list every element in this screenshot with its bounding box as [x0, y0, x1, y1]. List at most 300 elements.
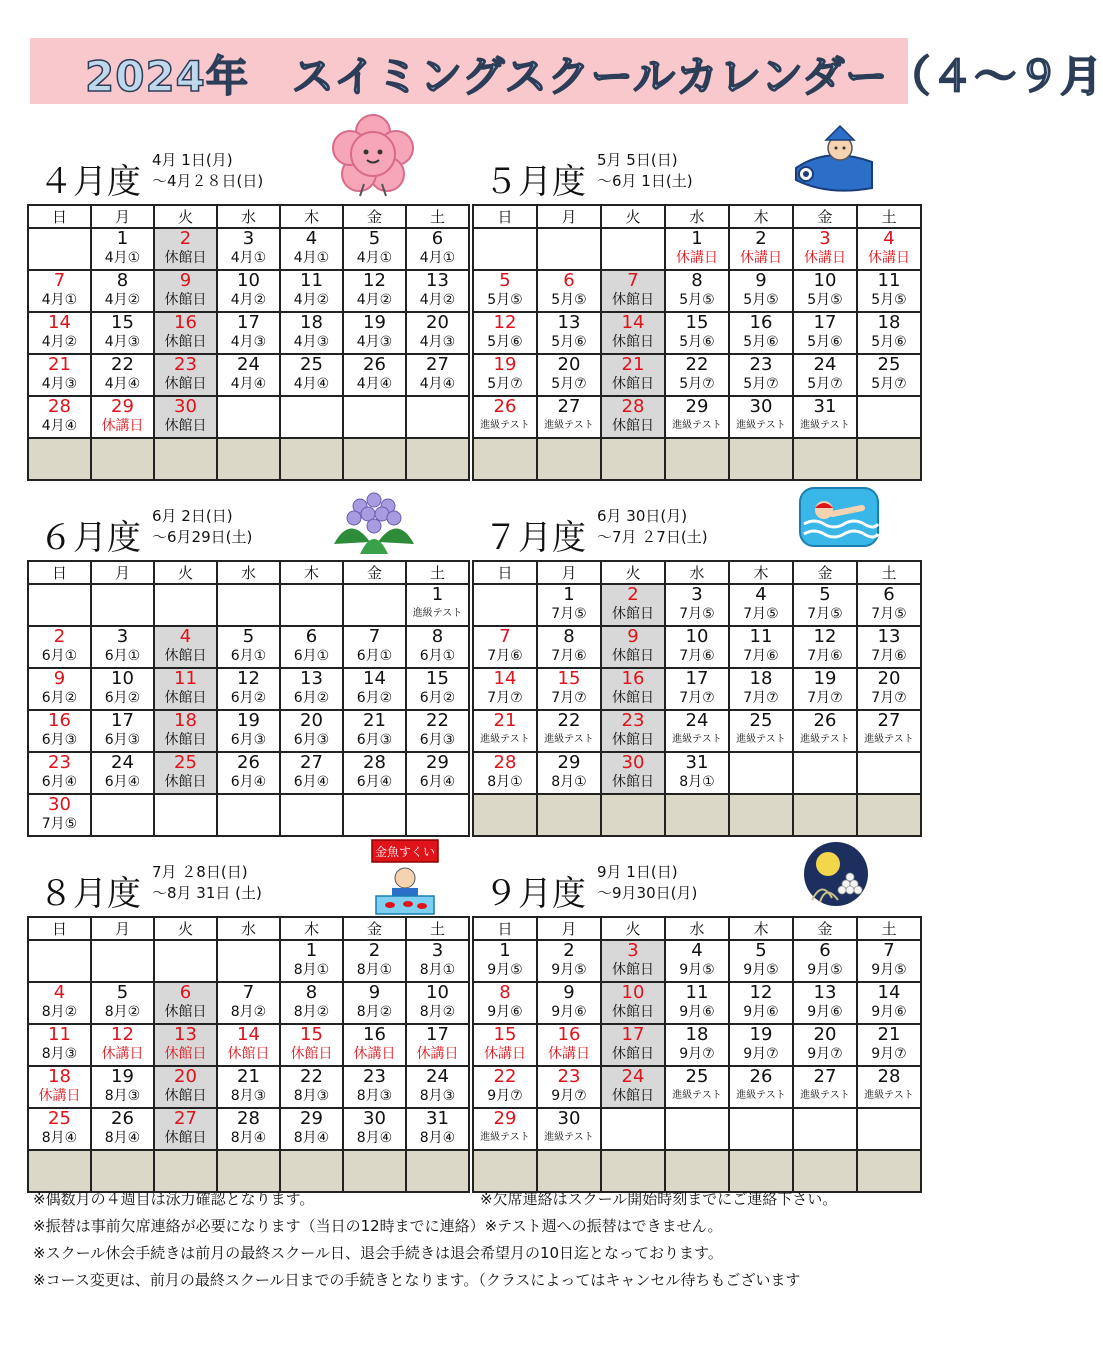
day-number: 14: [877, 982, 901, 1003]
day-number: 23: [363, 1066, 386, 1087]
day-cell: [217, 584, 280, 626]
day-cell: [729, 312, 793, 354]
day-cell: [343, 982, 406, 1024]
day-cell: [343, 396, 406, 438]
day-cell: [601, 940, 665, 982]
day-number: 30: [621, 752, 645, 773]
day-number: 15: [111, 312, 134, 333]
day-cell: [793, 752, 857, 794]
day-cell: [665, 940, 729, 982]
day-number: 22: [557, 710, 581, 731]
day-cell: [280, 794, 343, 836]
day-cell: [729, 940, 793, 982]
day-number: 12: [237, 668, 260, 689]
day-number: 25: [685, 1066, 709, 1087]
note-swim-check: ※偶数月の４週目は泳力確認となります。: [33, 1190, 315, 1208]
week-row: [28, 752, 469, 794]
range-start: 7月 ２8日(日): [152, 863, 248, 881]
day-cell: [729, 752, 793, 794]
day-label: 4月①: [41, 292, 78, 308]
day-label: 休館日: [612, 1088, 654, 1104]
day-label: 4月④: [419, 376, 456, 392]
day-label: 休館日: [164, 418, 207, 434]
day-cell: [473, 940, 537, 982]
day-label: 8月④: [104, 1130, 141, 1146]
day-label: 進級テスト: [672, 734, 722, 745]
day-cell: [280, 354, 343, 396]
day-cell: [154, 270, 217, 312]
day-cell: [154, 626, 217, 668]
day-number: 8: [563, 626, 575, 647]
day-number: 31: [813, 396, 837, 417]
day-number: 3: [242, 228, 255, 249]
day-number: 16: [48, 710, 71, 731]
day-label: 進級テスト: [736, 420, 786, 431]
day-cell: [793, 940, 857, 982]
day-number: 24: [237, 354, 260, 375]
day-number: 26: [237, 752, 260, 773]
day-cell: [601, 312, 665, 354]
day-label: 7月⑦: [743, 690, 779, 706]
day-number: 19: [749, 1024, 773, 1045]
day-cell: [473, 1066, 537, 1108]
day-cell: [91, 312, 154, 354]
day-label: 8月④: [41, 1130, 78, 1146]
empty-cell: [343, 438, 406, 480]
day-number: 4: [755, 584, 767, 605]
swimmer-icon: [798, 486, 880, 548]
calendar-table: [27, 916, 470, 1193]
day-number: 2: [368, 940, 381, 961]
day-label: 休講日: [38, 1088, 81, 1104]
day-cell: [537, 584, 601, 626]
week-row: [28, 396, 469, 438]
page-title: 2024年 スイミングスクールカレンダー（４〜９月: [85, 52, 1103, 101]
day-cell: [729, 1108, 793, 1150]
day-cell: [665, 982, 729, 1024]
calendar-table: [472, 560, 922, 837]
day-number: 24: [621, 1066, 645, 1087]
day-label: 9月⑦: [679, 1046, 715, 1062]
day-label: 8月②: [104, 1004, 141, 1020]
day-cell: [154, 794, 217, 836]
weekday-header: 木: [729, 561, 793, 584]
day-label: 休館日: [612, 606, 654, 622]
day-label: 4月④: [41, 418, 78, 434]
day-cell: [665, 228, 729, 270]
day-label: 進級テスト: [672, 420, 722, 431]
day-number: 20: [813, 1024, 837, 1045]
day-number: 2: [627, 584, 639, 605]
day-label: 5月⑥: [551, 334, 587, 350]
day-cell: [280, 626, 343, 668]
day-number: 26: [493, 396, 517, 417]
day-number: 30: [557, 1108, 581, 1129]
day-label: 8月④: [356, 1130, 393, 1146]
day-label: 6月③: [293, 732, 330, 748]
day-number: 26: [363, 354, 386, 375]
day-number: 28: [363, 752, 386, 773]
day-cell: [473, 626, 537, 668]
day-label: 5月⑤: [679, 292, 715, 308]
day-label: 8月②: [230, 1004, 267, 1020]
day-number: 22: [111, 354, 134, 375]
day-cell: [537, 752, 601, 794]
day-cell: [793, 312, 857, 354]
day-label: 4月③: [230, 334, 267, 350]
week-row: [28, 940, 469, 982]
day-cell: [473, 312, 537, 354]
weekday-header: 月: [91, 205, 154, 228]
day-label: 進級テスト: [544, 1132, 594, 1143]
weekday-header: 火: [154, 917, 217, 940]
day-cell: [857, 354, 921, 396]
day-number: 27: [174, 1108, 197, 1129]
week-row: [28, 626, 469, 668]
day-label: 8月④: [419, 1130, 456, 1146]
day-cell: [406, 228, 469, 270]
day-number: 30: [749, 396, 773, 417]
day-label: 9月⑤: [807, 962, 843, 978]
day-label: 休館日: [164, 250, 207, 266]
day-number: 9: [368, 982, 381, 1003]
weekday-header: 金: [343, 561, 406, 584]
month-block-jul: [472, 504, 912, 834]
day-cell: [280, 1024, 343, 1066]
day-number: 18: [749, 668, 773, 689]
day-number: 28: [493, 752, 517, 773]
day-cell: [343, 1024, 406, 1066]
day-label: 休館日: [164, 648, 207, 664]
day-label: 5月⑤: [487, 292, 523, 308]
weekday-header: 金: [343, 917, 406, 940]
month-label: ９月度: [484, 874, 586, 914]
day-number: 15: [426, 668, 449, 689]
day-cell: [217, 354, 280, 396]
weekday-header: 日: [28, 917, 91, 940]
day-number: 11: [749, 626, 773, 647]
day-label: 6月③: [356, 732, 393, 748]
day-cell: [406, 312, 469, 354]
day-cell: [473, 1024, 537, 1066]
day-label: 進級テスト: [480, 420, 530, 431]
week-row: [28, 270, 469, 312]
day-label: 7月⑦: [487, 690, 523, 706]
day-cell: [343, 312, 406, 354]
weekday-header: 火: [154, 205, 217, 228]
day-cell: [28, 940, 91, 982]
day-label: 4月③: [419, 334, 456, 350]
week-row: [473, 626, 921, 668]
day-number: 28: [48, 396, 71, 417]
day-cell: [857, 396, 921, 438]
day-cell: [729, 584, 793, 626]
day-label: 9月⑥: [871, 1004, 907, 1020]
day-cell: [154, 1108, 217, 1150]
week-row: [28, 354, 469, 396]
day-number: 27: [426, 354, 449, 375]
day-cell: [537, 668, 601, 710]
day-cell: [665, 1066, 729, 1108]
day-number: 10: [111, 668, 134, 689]
day-label: 8月③: [293, 1088, 330, 1104]
day-label: 4月④: [230, 376, 267, 392]
day-number: 13: [174, 1024, 197, 1045]
day-label: 6月③: [230, 732, 267, 748]
day-label: 休講日: [804, 250, 846, 266]
day-label: 休講日: [484, 1046, 526, 1062]
weekday-header: 月: [91, 561, 154, 584]
day-number: 23: [749, 354, 773, 375]
day-number: 12: [363, 270, 386, 291]
day-cell: [601, 982, 665, 1024]
day-number: 21: [621, 354, 645, 375]
day-label: 休館日: [164, 334, 207, 350]
day-number: 29: [426, 752, 449, 773]
day-label: 6月④: [356, 774, 393, 790]
day-cell: [406, 668, 469, 710]
day-number: 25: [749, 710, 773, 731]
day-number: 12: [813, 626, 837, 647]
day-cell: [665, 710, 729, 752]
day-number: 11: [48, 1024, 71, 1045]
day-number: 8: [431, 626, 444, 647]
day-label: 休館日: [164, 292, 207, 308]
day-number: 12: [749, 982, 773, 1003]
range-end: 〜6月29日(土): [152, 528, 253, 546]
weekday-header: 日: [28, 205, 91, 228]
day-cell: [406, 940, 469, 982]
day-label: 休館日: [612, 334, 654, 350]
day-number: 30: [363, 1108, 386, 1129]
week-row: [473, 940, 921, 982]
day-cell: [91, 940, 154, 982]
day-label: 5月⑦: [807, 376, 843, 392]
day-label: 9月⑦: [743, 1046, 779, 1062]
day-label: 4月③: [293, 334, 330, 350]
day-number: 2: [53, 626, 66, 647]
day-label: 4月③: [104, 334, 141, 350]
day-cell: [280, 228, 343, 270]
empty-cell: [857, 794, 921, 836]
day-label: 休講日: [868, 250, 910, 266]
week-row: [28, 228, 469, 270]
day-cell: [406, 584, 469, 626]
day-label: 7月⑦: [679, 690, 715, 706]
day-number: 27: [813, 1066, 837, 1087]
day-cell: [343, 668, 406, 710]
day-number: 4: [691, 940, 703, 961]
day-number: 13: [300, 668, 323, 689]
day-label: 6月②: [230, 690, 267, 706]
day-label: 4月③: [356, 334, 393, 350]
weekday-header: 土: [406, 561, 469, 584]
day-number: 23: [174, 354, 197, 375]
day-label: 6月④: [293, 774, 330, 790]
day-number: 16: [557, 1024, 581, 1045]
day-label: 進級テスト: [412, 608, 463, 619]
day-number: 6: [305, 626, 318, 647]
weekday-header: 木: [729, 205, 793, 228]
day-number: 18: [300, 312, 323, 333]
day-cell: [665, 752, 729, 794]
day-number: 22: [493, 1066, 517, 1087]
day-number: 25: [48, 1108, 71, 1129]
goldfish-stall-sign: 金魚すくい: [374, 845, 436, 859]
day-number: 2: [179, 228, 192, 249]
day-label: 9月⑥: [679, 1004, 715, 1020]
day-cell: [154, 752, 217, 794]
day-number: 16: [749, 312, 773, 333]
day-cell: [537, 940, 601, 982]
day-label: 9月⑤: [551, 962, 587, 978]
range-end: 〜6月 1日(土): [597, 172, 693, 190]
weekday-header: 土: [857, 205, 921, 228]
day-cell: [537, 1024, 601, 1066]
day-cell: [280, 940, 343, 982]
day-label: 9月⑦: [551, 1088, 587, 1104]
day-label: 8月①: [419, 962, 456, 978]
range-start: 6月 2日(日): [152, 507, 233, 525]
week-row: [28, 1066, 469, 1108]
day-label: 7月⑦: [551, 690, 587, 706]
day-cell: [601, 1024, 665, 1066]
day-cell: [91, 270, 154, 312]
day-label: 進級テスト: [736, 1090, 786, 1101]
day-label: 進級テスト: [800, 1090, 850, 1101]
day-number: 5: [499, 270, 511, 291]
day-cell: [665, 1108, 729, 1150]
day-cell: [280, 270, 343, 312]
day-cell: [343, 752, 406, 794]
day-label: 休講日: [676, 250, 718, 266]
day-label: 7月⑥: [807, 648, 843, 664]
day-label: 休館日: [612, 1046, 654, 1062]
day-number: 17: [621, 1024, 645, 1045]
day-label: 休館日: [164, 732, 207, 748]
day-cell: [406, 396, 469, 438]
range-end: 〜4月２８日(日): [152, 172, 264, 190]
week-row: [473, 354, 921, 396]
week-row: [473, 1108, 921, 1150]
day-cell: [793, 1108, 857, 1150]
day-number: 19: [363, 312, 386, 333]
day-number: 3: [431, 940, 444, 961]
day-cell: [28, 312, 91, 354]
day-cell: [217, 312, 280, 354]
day-number: 18: [685, 1024, 709, 1045]
empty-cell: [406, 438, 469, 480]
day-number: 10: [685, 626, 709, 647]
weekday-header: 月: [91, 917, 154, 940]
day-label: 7月⑤: [743, 606, 779, 622]
weekday-header: 水: [217, 917, 280, 940]
day-cell: [91, 668, 154, 710]
day-cell: [28, 668, 91, 710]
week-row: [473, 228, 921, 270]
day-label: 4月②: [41, 334, 78, 350]
day-cell: [343, 1066, 406, 1108]
day-label: 8月③: [356, 1088, 393, 1104]
day-cell: [154, 1066, 217, 1108]
week-row: [28, 668, 469, 710]
day-label: 4月②: [293, 292, 330, 308]
day-number: 1: [116, 228, 129, 249]
day-number: 28: [237, 1108, 260, 1129]
day-cell: [857, 982, 921, 1024]
month-label: ４月度: [39, 162, 141, 202]
day-number: 27: [557, 396, 581, 417]
day-number: 7: [53, 270, 66, 291]
day-number: 24: [426, 1066, 449, 1087]
weekday-header: 金: [793, 917, 857, 940]
weekday-header: 金: [793, 561, 857, 584]
day-cell: [154, 1024, 217, 1066]
day-number: 1: [499, 940, 511, 961]
month-range: [597, 506, 708, 548]
day-cell: [217, 668, 280, 710]
day-label: 6月①: [356, 648, 393, 664]
week-row: [28, 1024, 469, 1066]
day-cell: [537, 228, 601, 270]
day-cell: [537, 626, 601, 668]
range-end: 〜9月30日(月): [597, 884, 698, 902]
day-cell: [343, 710, 406, 752]
day-cell: [729, 710, 793, 752]
day-label: 6月③: [104, 732, 141, 748]
day-number: 20: [877, 668, 901, 689]
empty-cell: [537, 438, 601, 480]
day-cell: [343, 354, 406, 396]
day-cell: [28, 982, 91, 1024]
day-label: 8月③: [41, 1046, 78, 1062]
day-cell: [406, 710, 469, 752]
day-label: 休館日: [612, 376, 654, 392]
month-range: [597, 150, 693, 192]
day-number: 21: [363, 710, 386, 731]
day-cell: [91, 584, 154, 626]
day-cell: [217, 710, 280, 752]
day-cell: [601, 270, 665, 312]
day-cell: [857, 228, 921, 270]
day-cell: [406, 1108, 469, 1150]
day-cell: [28, 270, 91, 312]
day-number: 5: [755, 940, 767, 961]
day-number: 13: [813, 982, 837, 1003]
weekday-header: 日: [473, 917, 537, 940]
day-cell: [857, 1066, 921, 1108]
day-label: 進級テスト: [544, 734, 594, 745]
day-number: 13: [557, 312, 581, 333]
empty-cell: [601, 438, 665, 480]
day-label: 9月⑦: [807, 1046, 843, 1062]
day-label: 5月⑦: [551, 376, 587, 392]
weekday-header: 木: [280, 561, 343, 584]
day-label: 4月①: [419, 250, 456, 266]
day-number: 7: [883, 940, 895, 961]
day-cell: [91, 752, 154, 794]
day-cell: [537, 354, 601, 396]
week-row: [473, 1024, 921, 1066]
day-number: 18: [174, 710, 197, 731]
week-row: [473, 752, 921, 794]
day-cell: [857, 1108, 921, 1150]
weekday-header: 木: [280, 205, 343, 228]
day-number: 14: [363, 668, 386, 689]
day-cell: [280, 396, 343, 438]
day-label: 休館日: [612, 690, 654, 706]
day-label: 休講日: [416, 1046, 459, 1062]
